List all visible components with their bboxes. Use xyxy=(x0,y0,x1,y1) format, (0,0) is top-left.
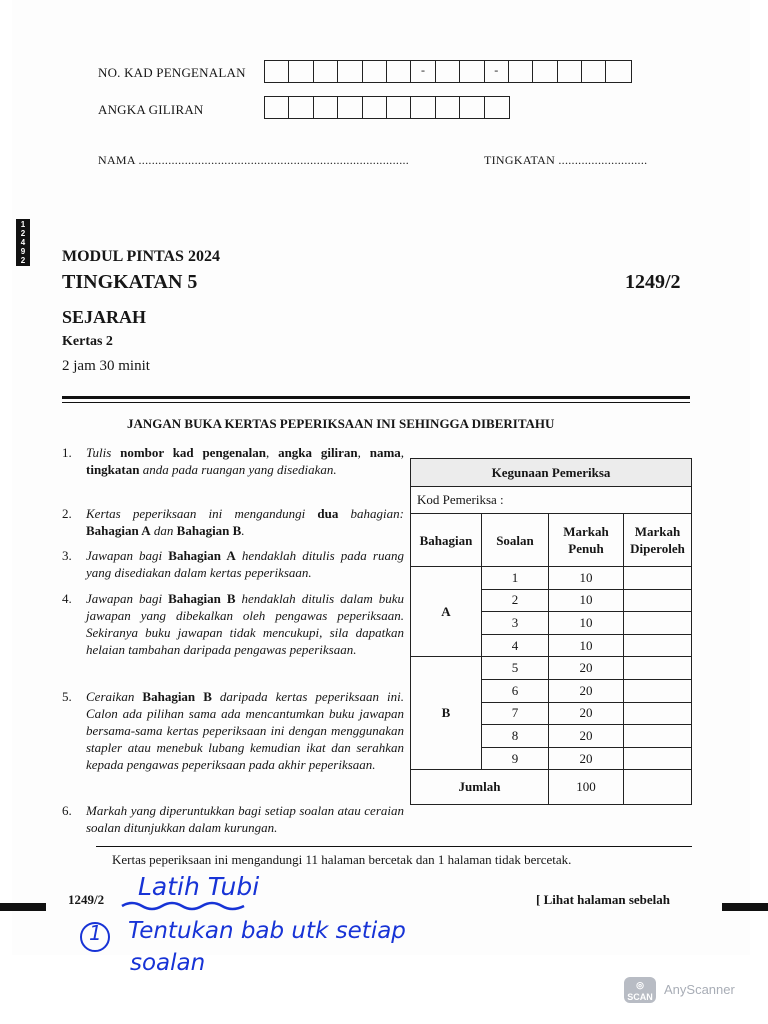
instruction-number: 1. xyxy=(62,445,72,460)
marks-obtained-cell[interactable] xyxy=(624,702,692,725)
examiner-code-field[interactable]: Kod Pemeriksa : xyxy=(411,487,692,514)
instruction-1 xyxy=(62,444,404,478)
total-full-marks: 100 xyxy=(549,770,624,805)
instruction-number: 4. xyxy=(62,591,72,606)
ic-number-cell[interactable] xyxy=(558,61,582,82)
full-marks: 10 xyxy=(549,612,624,635)
col-full-marks: Markah Penuh xyxy=(549,514,624,567)
duration: 2 jam 30 minit xyxy=(62,358,150,374)
col-question: Soalan xyxy=(482,514,549,567)
question-number: 4 xyxy=(482,634,549,657)
ic-number-cell[interactable] xyxy=(582,61,606,82)
footer-divider xyxy=(96,846,692,847)
col-marks-obtained: Markah Diperoleh xyxy=(624,514,692,567)
module-title: MODUL PINTAS 2024 xyxy=(62,248,220,265)
side-paper-code xyxy=(16,219,30,266)
ic-number-cell[interactable] xyxy=(533,61,557,82)
handwritten-note-line2: soalan xyxy=(130,950,206,976)
marks-obtained-cell[interactable] xyxy=(624,747,692,770)
full-marks: 20 xyxy=(549,702,624,725)
turn-number-cell[interactable] xyxy=(289,97,313,118)
turn-number-cell[interactable] xyxy=(338,97,362,118)
turn-number-boxes[interactable] xyxy=(264,96,510,119)
instruction-4 xyxy=(62,590,404,658)
turn-number-cell[interactable] xyxy=(485,97,509,118)
full-marks: 20 xyxy=(549,679,624,702)
ic-number-cell[interactable]: - xyxy=(485,61,509,82)
full-marks: 20 xyxy=(549,747,624,770)
question-number: 7 xyxy=(482,702,549,725)
side-code-digit: 1 xyxy=(20,220,26,229)
full-marks: 10 xyxy=(549,567,624,590)
section-a-label: A xyxy=(411,567,482,657)
full-marks: 20 xyxy=(549,657,624,680)
section-b-label: B xyxy=(411,657,482,770)
handwritten-title: Latih Tubi xyxy=(138,872,260,901)
ic-number-cell[interactable] xyxy=(436,61,460,82)
instruction-text: Jawapan bagi Bahagian B hendaklah ditulis dalam buku jawapan yang dibekalkan oleh pengawas peperiksaan. Sekiranya buku jawapan tidak mencukupi, sila dapatkan helaian tambahan daripada pengawas peperiksaan. xyxy=(86,591,404,657)
ic-number-boxes[interactable] xyxy=(264,60,632,83)
total-label: Jumlah xyxy=(411,770,549,805)
paper-code: 1249/2 xyxy=(625,271,681,293)
paper-number: Kertas 2 xyxy=(62,334,113,349)
turn-number-cell[interactable] xyxy=(363,97,387,118)
warning-heading: JANGAN BUKA KERTAS PEPERIKSAAN INI SEHINGGA DIBERITAHU xyxy=(127,416,555,431)
instruction-number: 5. xyxy=(62,689,72,704)
instruction-5 xyxy=(62,688,404,773)
marks-obtained-cell[interactable] xyxy=(624,612,692,635)
next-page-note: [ Lihat halaman sebelah xyxy=(536,892,670,907)
instruction-number: 6. xyxy=(62,803,72,818)
question-number: 2 xyxy=(482,589,549,612)
question-number: 5 xyxy=(482,657,549,680)
page-count-note: Kertas peperiksaan ini mengandungi 11 halaman bercetak dan 1 halaman tidak bercetak. xyxy=(112,852,572,867)
turn-number-label: ANGKA GILIRAN xyxy=(98,102,204,117)
instruction-3 xyxy=(62,547,404,581)
table-row xyxy=(411,567,692,590)
divider-thick xyxy=(62,396,690,399)
ic-number-cell[interactable] xyxy=(314,61,338,82)
form-field[interactable]: TINGKATAN ........................... xyxy=(484,153,648,167)
side-code-digit: 9 xyxy=(20,247,26,256)
examiner-table-title: Kegunaan Pemeriksa xyxy=(411,459,692,487)
instruction-number: 2. xyxy=(62,506,72,521)
side-code-digit: 2 xyxy=(20,229,26,238)
form-title: TINGKATAN 5 xyxy=(62,271,198,293)
ic-number-label: NO. KAD PENGENALAN xyxy=(98,65,246,80)
divider-thin xyxy=(62,402,690,403)
ic-number-cell[interactable] xyxy=(265,61,289,82)
turn-number-cell[interactable] xyxy=(387,97,411,118)
examiner-table xyxy=(410,458,692,805)
handwritten-note-line1: Tentukan bab utk setiap xyxy=(128,918,406,944)
turn-number-cell[interactable] xyxy=(411,97,435,118)
scanner-logo-icon: ◎ SCAN xyxy=(624,977,656,1003)
ic-number-cell[interactable] xyxy=(289,61,313,82)
instruction-text: Kertas peperiksaan ini mengandungi dua bahagian: Bahagian A dan Bahagian B. xyxy=(86,506,404,538)
marks-obtained-cell[interactable] xyxy=(624,657,692,680)
full-marks: 20 xyxy=(549,725,624,748)
footer-code: 1249/2 xyxy=(68,892,105,907)
full-marks: 10 xyxy=(549,634,624,657)
ic-number-cell[interactable] xyxy=(460,61,484,82)
ic-number-cell[interactable] xyxy=(606,61,630,82)
ic-number-cell[interactable] xyxy=(338,61,362,82)
instruction-text: Tulis nombor kad pengenalan, angka giliran, nama, tingkatan anda pada ruangan yang disediakan. xyxy=(86,445,405,477)
ic-number-cell[interactable] xyxy=(509,61,533,82)
marks-obtained-cell[interactable] xyxy=(624,679,692,702)
marks-obtained-cell[interactable] xyxy=(624,567,692,590)
question-number: 3 xyxy=(482,612,549,635)
left-margin-bar xyxy=(0,903,46,911)
ic-number-cell[interactable] xyxy=(363,61,387,82)
instruction-text: Markah yang diperuntukkan bagi setiap soalan atau ceraian soalan ditunjukkan dalam kurungan. xyxy=(86,803,404,835)
side-code-digit: 2 xyxy=(20,256,26,265)
col-section: Bahagian xyxy=(411,514,482,567)
instruction-number: 3. xyxy=(62,548,72,563)
marks-obtained-cell[interactable] xyxy=(624,634,692,657)
ic-number-cell[interactable] xyxy=(387,61,411,82)
turn-number-cell[interactable] xyxy=(314,97,338,118)
turn-number-cell[interactable] xyxy=(460,97,484,118)
side-code-digit: 4 xyxy=(20,238,26,247)
table-row xyxy=(411,657,692,680)
handwritten-underline xyxy=(120,898,250,916)
question-number: 1 xyxy=(482,567,549,590)
full-marks: 10 xyxy=(549,589,624,612)
ic-number-cell[interactable]: - xyxy=(411,61,435,82)
turn-number-cell[interactable] xyxy=(265,97,289,118)
instruction-text: Ceraikan Bahagian B daripada kertas peperiksaan ini. Calon ada pilihan sama ada mencantumkan buku jawapan bersama-sama kertas peperiksaan ini dengan menggunakan stapler atau menebuk lubang kemudian ikat dan serahkan kepada pengawas peperiksaan pada akhir peperiksaan. xyxy=(86,689,404,772)
question-number: 8 xyxy=(482,725,549,748)
right-margin-bar xyxy=(722,903,768,911)
turn-number-cell[interactable] xyxy=(436,97,460,118)
total-obtained-cell[interactable] xyxy=(624,770,692,805)
question-number: 6 xyxy=(482,679,549,702)
instruction-6 xyxy=(62,802,404,836)
subject-title: SEJARAH xyxy=(62,307,147,327)
instruction-2 xyxy=(62,505,404,539)
scanner-watermark: AnyScanner xyxy=(664,982,735,997)
marks-obtained-cell[interactable] xyxy=(624,725,692,748)
name-field[interactable]: NAMA .................................................................................. xyxy=(98,153,410,167)
question-number: 9 xyxy=(482,747,549,770)
handwritten-number: 1 xyxy=(89,921,102,945)
instruction-text: Jawapan bagi Bahagian A hendaklah ditulis pada ruang yang disediakan dalam kertas peperiksaan. xyxy=(86,548,404,580)
marks-obtained-cell[interactable] xyxy=(624,589,692,612)
